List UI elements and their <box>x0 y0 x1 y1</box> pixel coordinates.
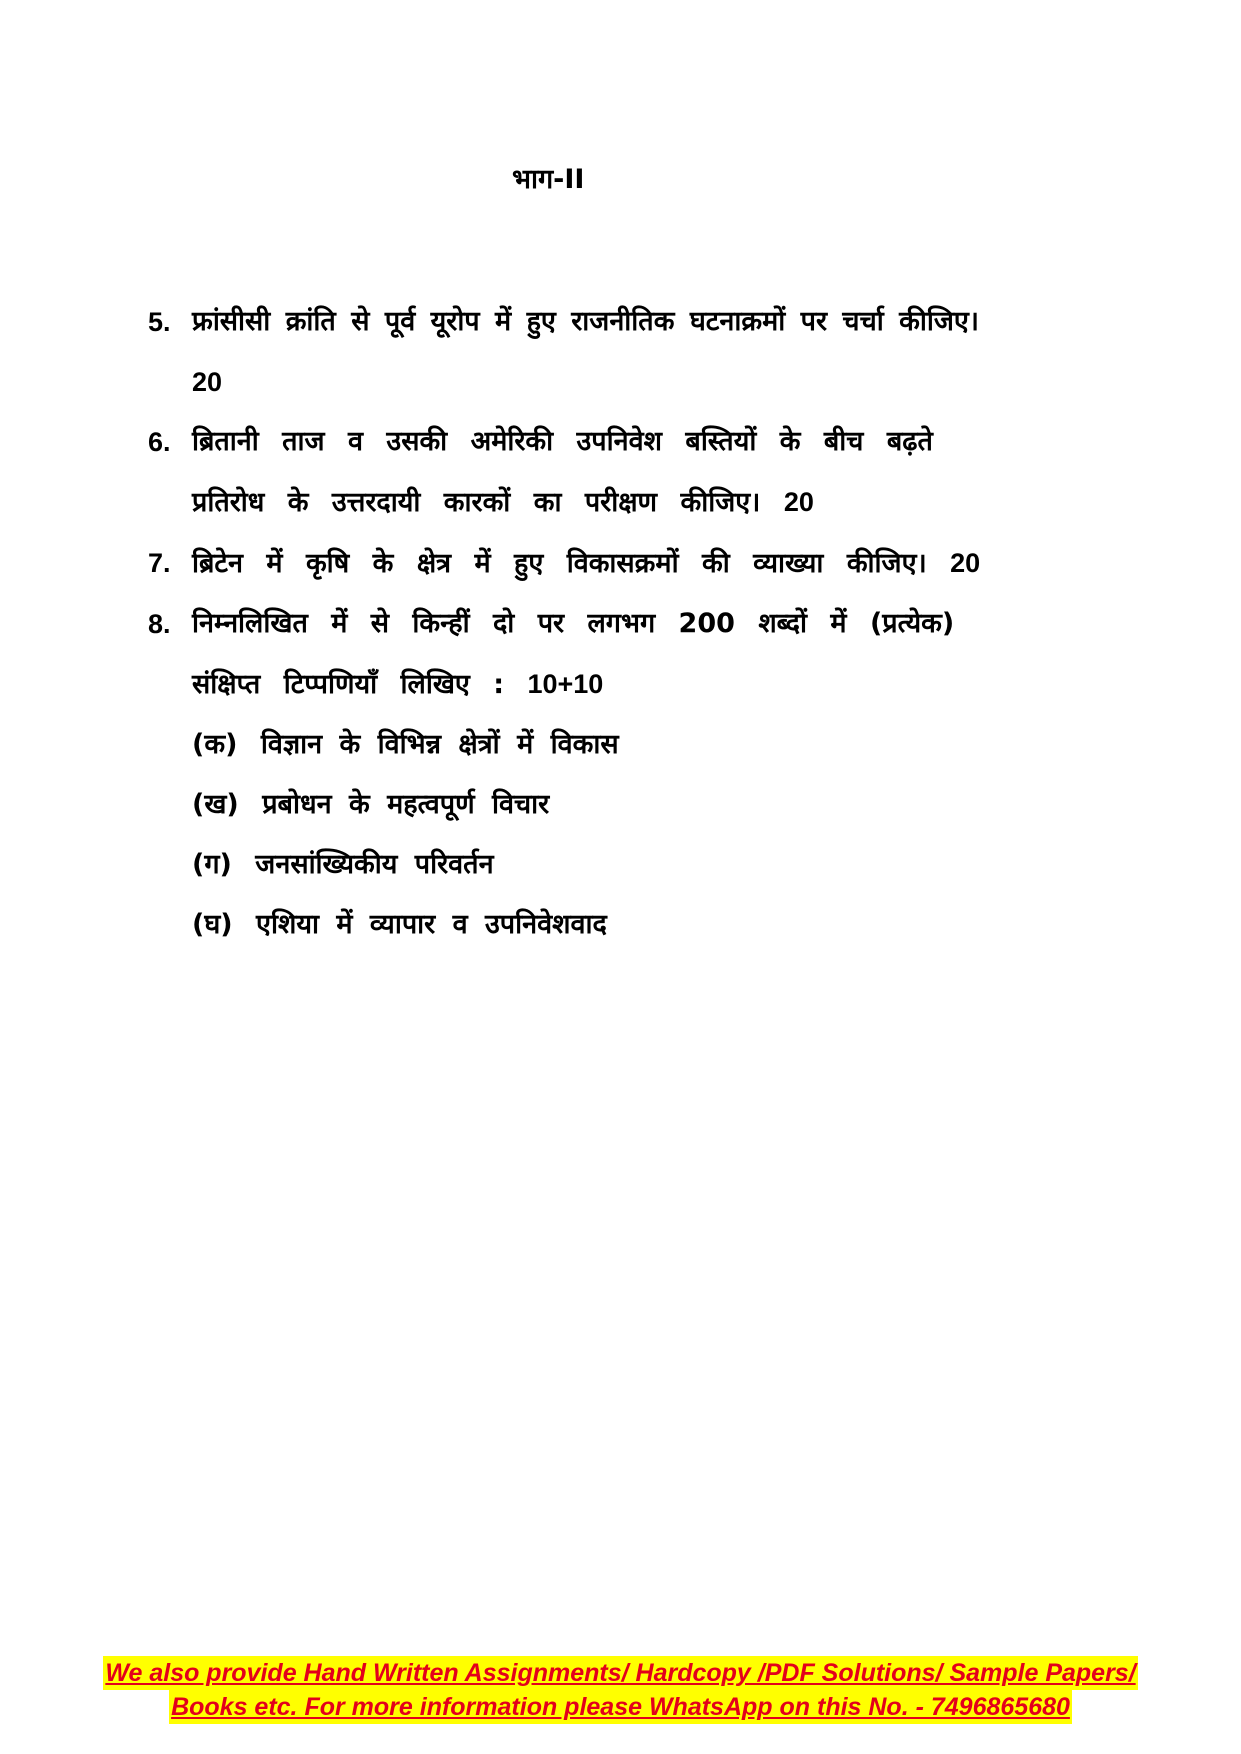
sub-question-label: (घ) <box>192 909 233 940</box>
sub-question-text: एशिया में व्यापार व उपनिवेशवाद <box>256 909 607 940</box>
question-number: 8. <box>148 609 171 639</box>
footer-line-2: Books etc. For more information please WhatsApp on this No. - 7496865680 <box>169 1690 1072 1724</box>
question-text-line-with-marks <box>192 472 1108 533</box>
question-6 <box>148 412 1108 533</box>
question-marks: 20 <box>192 367 223 397</box>
sub-question-gha <box>192 895 1108 955</box>
question-text-line: प्रतिरोध के उत्तरदायी कारकों का परीक्षण कीजिए। <box>192 487 761 518</box>
question-number: 6. <box>148 427 171 457</box>
question-text-line: ब्रिटेन में कृषि के क्षेत्र में हुए विकासक्रमों की व्याख्या कीजिए। <box>192 548 927 579</box>
question-text-line: निम्नलिखित में से किन्हीं दो पर लगभग 200 शब्दों में (प्रत्येक) <box>192 608 955 639</box>
question-text-line-with-marks <box>192 533 1108 594</box>
question-text-line: संक्षिप्त टिप्पणियाँ लिखिए : <box>192 669 505 700</box>
sub-question-ka <box>192 715 1108 775</box>
sub-question-label: (ग) <box>192 849 232 880</box>
question-marks: 20 <box>950 548 981 578</box>
section-title: भाग-II <box>512 164 585 195</box>
question-8 <box>148 594 1108 715</box>
sub-question-text: जनसांख्यिकीय परिवर्तन <box>255 849 494 880</box>
question-number: 5. <box>148 307 171 337</box>
footer-line-1: We also provide Hand Written Assignments/ Hardcopy /PDF Solutions/ Sample Papers/ <box>103 1656 1137 1690</box>
sub-question-label: (ख) <box>192 789 239 820</box>
question-marks: 20 <box>783 487 814 517</box>
question-text-line: फ्रांसीसी क्रांति से पूर्व यूरोप में हुए राजनीतिक घटनाक्रमों पर चर्चा कीजिए। <box>192 306 980 337</box>
question-text-line-with-marks <box>192 654 1108 715</box>
sub-question-label: (क) <box>192 729 238 760</box>
question-text-line: ब्रितानी ताज व उसकी अमेरिकी उपनिवेश बस्तियों के बीच बढ़ते <box>192 426 933 457</box>
sub-question-text: प्रबोधन के महत्वपूर्ण विचार <box>262 789 550 820</box>
question-7 <box>148 533 1108 594</box>
sub-question-text: विज्ञान के विभिन्न क्षेत्रों में विकास <box>260 729 619 760</box>
promo-footer-banner <box>0 1656 1241 1724</box>
question-marks: 10+10 <box>527 669 604 699</box>
sub-question-kha <box>192 775 1108 835</box>
question-5 <box>148 292 1108 412</box>
question-list <box>148 292 1108 955</box>
sub-question-ga <box>192 835 1108 895</box>
question-number: 7. <box>148 548 171 578</box>
sub-question-list <box>148 715 1108 955</box>
